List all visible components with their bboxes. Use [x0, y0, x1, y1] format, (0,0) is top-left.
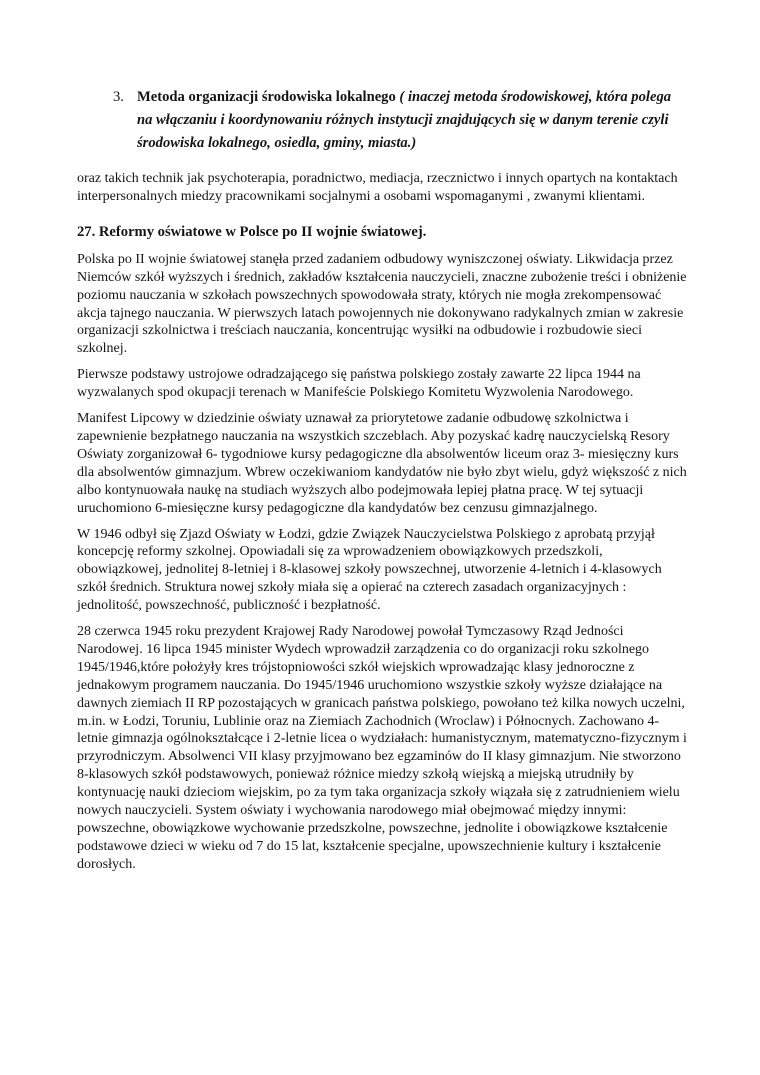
body-paragraph: Polska po II wojnie światowej stanęła przed zadaniem odbudowy wyniszczonej oświaty. Likwidacja przez Niemców szkół wyższych i średnich, zakładów kształcenia nauczycieli, znaczne zubożenie treści i obniżenie poziomu nauczania w szkołach powszechnych spowodowała straty, których nie mogła zrekompensować akcja tajnego nauczania. W pierwszych latach powojennych nie dokonywano radykalnych zmian w zakresie organizacji szkolnictwa i treściach nauczania, koncentrując wysiłki na odbudowie i rozbudowie sieci szkolnej. [77, 251, 687, 357]
body-paragraph: Manifest Lipcowy w dziedzinie oświaty uznawał za priorytetowe zadanie odbudowę szkolnictwa i zapewnienie bezpłatnego nauczania na wszystkich szczeblach. Aby pozyskać kadrę nauczycielską Resory Oświaty zorganizował 6- tygodniowe kursy pedagogiczne dla absolwentów liceum oraz 3- miesięczny kurs dla absolwentów gimnazjum. Wbrew oczekiwaniom kandydatów nie było zbyt wielu, gdyż większość z nich albo kontynuowała naukę na studiach wyższych albo podejmowała lepiej płatna pracę. W tej sytuacji uruchomiono 6-miesięczne kursy pedagogiczne dla kandydatów bez cenzusu gimnazjalnego. [77, 411, 687, 516]
list-item-definition: ( inaczej metoda środowiskowej, która polega na włączaniu i koordynowaniu różnych instytucji znajdujących się w danym terenie czyli środowiska lokalnego, osiedla, gminy, miasta.) [137, 89, 672, 151]
body-paragraph: W 1946 odbył się Zjazd Oświaty w Łodzi, gdzie Związek Nauczycielstwa Polskiego z aprobatą przyjął koncepcję reformy szkolnej. Opowiadali się za wprowadzeniem obowiązkowych przedszkoli, obowiązkowej, jednolitej 8-letniej i 8-klasowej szkoły powszechnej, utworzenie 4-letnich i 4-klasowych szkół średnich. Struktura nowej szkoły miała się a opierać na czterech zasadach organizacyjnych : jednolitość, powszechność, publiczność i bezpłatność. [77, 526, 662, 614]
intro-paragraph: oraz takich technik jak psychoterapia, poradnictwo, mediacja, rzecznictwo i innych opartych na kontaktach interpersonalnych miedzy pracownikami socjalnymi a osobami wspomaganymi , zwanymi klientami. [77, 171, 678, 204]
list-item-term: Metoda organizacji środowiska lokalnego [137, 89, 396, 105]
section-heading: 27. Reformy oświatowe w Polsce po II wojnie światowej. [77, 223, 427, 240]
list-item-number: 3. [113, 89, 124, 105]
numbered-list-item [113, 86, 690, 155]
body-paragraph: Pierwsze podstawy ustrojowe odradzającego się państwa polskiego zostały zawarte 22 lipca 1944 na wyzwalanych spod okupacji terenach w Manifeście Polskiego Komitetu Wyzwolenia Narodowego. [77, 367, 641, 401]
body-paragraph: 28 czerwca 1945 roku prezydent Krajowej Rady Narodowej powołał Tymczasowy Rząd Jedności Narodowej. 16 lipca 1945 minister Wydech wprowadził zarządzenia co do organizacji roku szkolnego 1945/1946,które położyły kres trójstopniowości szkół wiejskich wprowadzając klasy jednoroczne z jednakowym programem nauczania. Do 1945/1946 uruchomiono wszystkie szkoły wyższe działające na dawnych ziemiach II RP pozostających w granicach państwa polskiego, powołano też kilka nowych uczelni, m.in. w Łodzi, Toruniu, Lublinie oraz na Ziemiach Zachodnich (Wroclaw) i Północnych. Zachowano 4-letnie gimnazja ogólnokształcące i 2-letnie licea o wydziałach: humanistycznym, matematyczno-fizycznym i przyrodniczym. Absolwenci VII klasy przyjmowano bez egzaminów do II klasy gimnazjum. Nie stworzono 8-klasowych szkół podstawowych, ponieważ różnice miedzy szkołą wiejską a miejską utrudniły by kontynuację nauki dzieciom wiejskim, po za tym taka organizacja szkoły wiązała się z zatrudnieniem wielu nowych nauczycieli. System oświaty i wychowania narodowego miał obejmować między innymi: powszechne, obowiązkowe wychowanie przedszkolne, powszechne, jednolite i obowiązkowe kształcenie podstawowe dzieci w wieku od 7 do 15 lat, kształcenie specjalne, upowszechnienie kultury i kształcenie dorosłych. [77, 624, 687, 872]
list-item-text [137, 86, 690, 155]
